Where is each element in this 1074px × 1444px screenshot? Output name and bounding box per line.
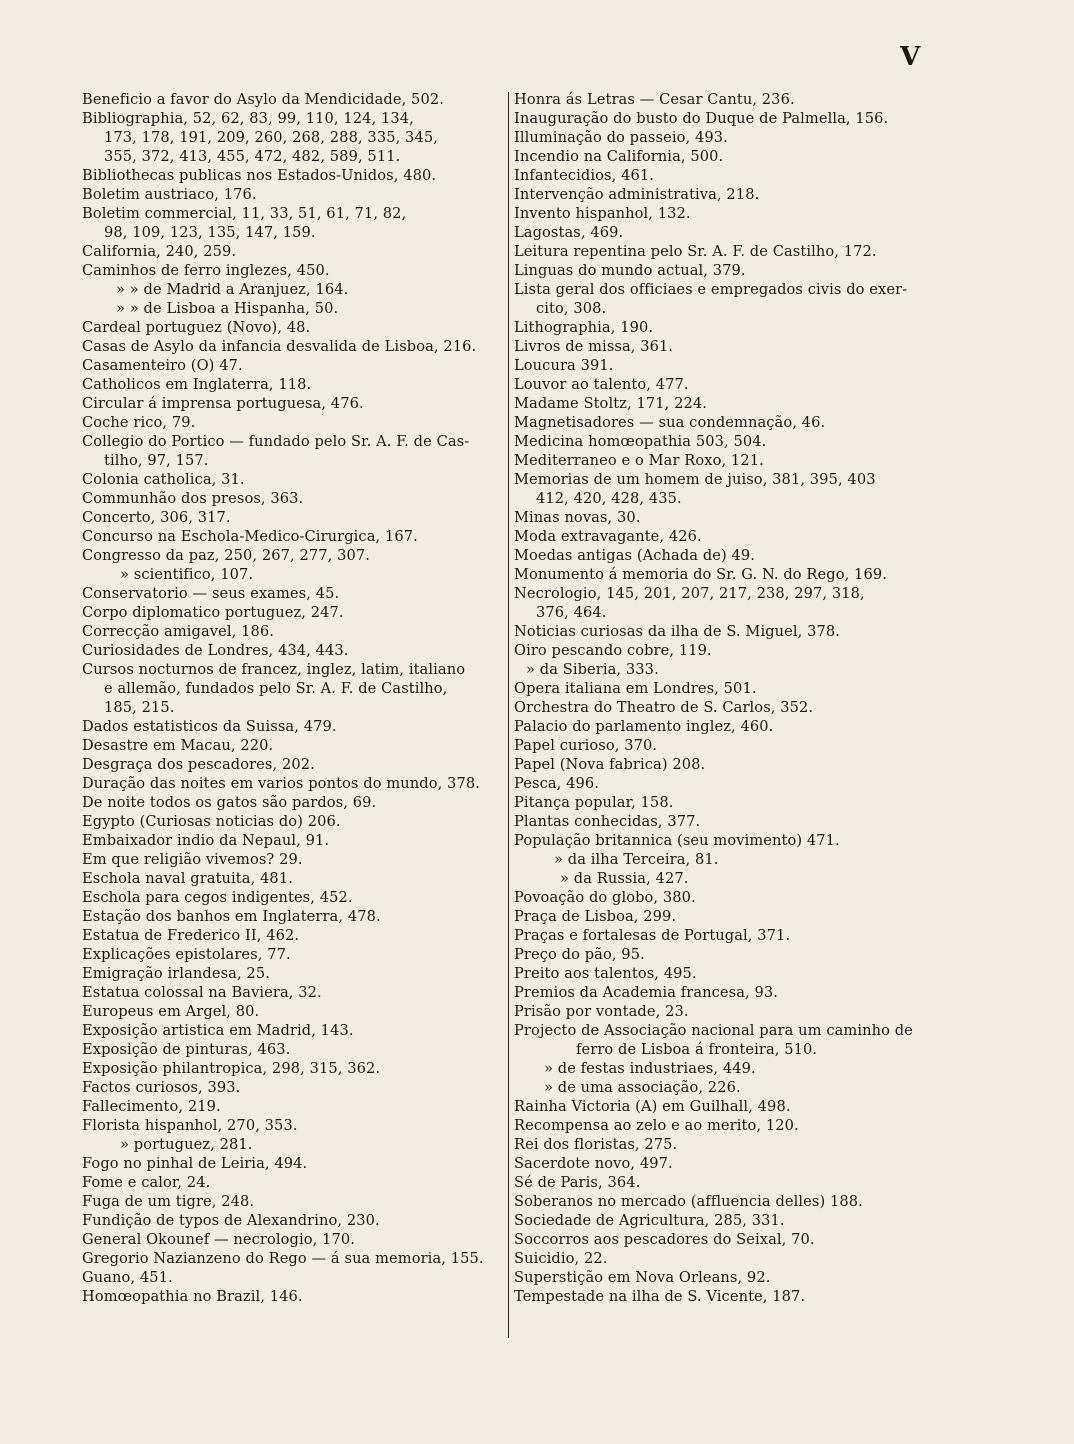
index-column-left <box>82 90 508 1306</box>
index-entry: Fundição de typos de Alexandrino, 230. <box>82 1212 380 1229</box>
index-entry: Leitura repentina pelo Sr. A. F. de Castilho, 172. <box>514 243 877 260</box>
index-entry: Homœopathia no Brazil, 146. <box>82 1288 303 1305</box>
index-entry: Desgraça dos pescadores, 202. <box>82 756 315 773</box>
index-entry: General Okounef — necrologio, 170. <box>82 1231 356 1248</box>
index-entry: Linguas do mundo actual, 379. <box>514 262 746 279</box>
index-entry: Eschola para cegos indigentes, 452. <box>82 889 353 906</box>
index-entry: » de uma associação, 226. <box>544 1079 741 1096</box>
index-entry: Soccorros aos pescadores do Seixal, 70. <box>514 1231 815 1248</box>
index-entry: Fallecimento, 219. <box>82 1098 221 1115</box>
index-entry: Praça de Lisboa, 299. <box>514 908 677 925</box>
index-entry: Estatua colossal na Baviera, 32. <box>82 984 322 1001</box>
index-entry: Medicina homœopathia 503, 504. <box>514 433 767 450</box>
index-entry: Cardeal portuguez (Novo), 48. <box>82 319 311 336</box>
index-entry: Prisão por vontade, 23. <box>514 1003 689 1020</box>
index-entry: Dados estatisticos da Suissa, 479. <box>82 718 337 735</box>
index-entry: Orchestra do Theatro de S. Carlos, 352. <box>514 699 814 716</box>
index-entry: Cursos nocturnos de francez, inglez, latim, italiano <box>82 661 466 678</box>
index-entry: California, 240, 259. <box>82 243 237 260</box>
index-entry: De noite todos os gatos são pardos, 69. <box>82 794 377 811</box>
index-entry: 412, 420, 428, 435. <box>536 490 682 507</box>
index-entry: Noticias curiosas da ilha de S. Miguel, 378. <box>514 623 841 640</box>
index-entry: Fome e calor, 24. <box>82 1174 211 1191</box>
index-entry: Bibliographia, 52, 62, 83, 99, 110, 124, 134, <box>82 110 414 127</box>
index-entry: Rei dos floristas, 275. <box>514 1136 678 1153</box>
index-entry: 355, 372, 413, 455, 472, 482, 589, 511. <box>104 148 401 165</box>
index-entry: Lithographia, 190. <box>514 319 654 336</box>
index-entry: 98, 109, 123, 135, 147, 159. <box>104 224 316 241</box>
index-entry: Emigração irlandesa, 25. <box>82 965 270 982</box>
index-entry: Madame Stoltz, 171, 224. <box>514 395 707 412</box>
index-entry: Invento hispanhol, 132. <box>514 205 691 222</box>
index-entry: Boletim commercial, 11, 33, 51, 61, 71, 82, <box>82 205 407 222</box>
index-entry: Sacerdote novo, 497. <box>514 1155 673 1172</box>
index-entry: Gregorio Nazianzeno do Rego — á sua memoria, 155. <box>82 1250 484 1267</box>
index-entry: Bibliothecas publicas nos Estados-Unidos, 480. <box>82 167 437 184</box>
index-entry: Illuminação do passeio, 493. <box>514 129 728 146</box>
index-entry: Colonia catholica, 31. <box>82 471 245 488</box>
index-entry: Sé de Paris, 364. <box>514 1174 641 1191</box>
index-entry: e allemão, fundados pelo Sr. A. F. de Castilho, <box>104 680 448 697</box>
index-entry: Necrologio, 145, 201, 207, 217, 238, 297, 318, <box>514 585 865 602</box>
index-entry: Loucura 391. <box>514 357 614 374</box>
index-entry: Honra ás Letras — Cesar Cantu, 236. <box>514 91 795 108</box>
index-entry: Catholicos em Inglaterra, 118. <box>82 376 312 393</box>
index-entry: » da Siberia, 333. <box>526 661 659 678</box>
index-entry: Preito aos talentos, 495. <box>514 965 697 982</box>
index-entry: Corpo diplomatico portuguez, 247. <box>82 604 344 621</box>
index-entry: Rainha Victoria (A) em Guilhall, 498. <box>514 1098 791 1115</box>
index-entry: Guano, 451. <box>82 1269 173 1286</box>
index-entry: Fuga de um tigre, 248. <box>82 1193 255 1210</box>
index-entry: cito, 308. <box>536 300 607 317</box>
index-entry: Premios da Academia francesa, 93. <box>514 984 779 1001</box>
index-entry: » da ilha Terceira, 81. <box>554 851 719 868</box>
index-entry: Beneficio a favor do Asylo da Mendicidade, 502. <box>82 91 444 108</box>
index-entry: Eschola naval gratuita, 481. <box>82 870 293 887</box>
index-entry: Sociedade de Agricultura, 285, 331. <box>514 1212 785 1229</box>
index-entry: Soberanos no mercado (affluencia delles) 188. <box>514 1193 863 1210</box>
index-entry: Fogo no pinhal de Leiria, 494. <box>82 1155 308 1172</box>
index-entry: Correcção amigavel, 186. <box>82 623 274 640</box>
index-entry: Infantecidios, 461. <box>514 167 654 184</box>
index-entry: Plantas conhecidas, 377. <box>514 813 701 830</box>
index-entry: Lista geral dos officiaes e empregados civis do exer- <box>514 281 908 298</box>
index-entry: Em que religião vivemos? 29. <box>82 851 303 868</box>
index-entry: tilho, 97, 157. <box>104 452 209 469</box>
index-entry: » de festas industriaes, 449. <box>544 1060 756 1077</box>
index-entry: Exposição philantropica, 298, 315, 362. <box>82 1060 381 1077</box>
index-entry: Duração das noites em varios pontos do mundo, 378. <box>82 775 480 792</box>
index-entry: Concurso na Eschola-Medico-Cirurgica, 167. <box>82 528 418 545</box>
index-entry: » portuguez, 281. <box>120 1136 253 1153</box>
index-entry: População britannica (seu movimento) 471. <box>514 832 840 849</box>
index-entry: Explicações epistolares, 77. <box>82 946 291 963</box>
index-column-right <box>514 90 950 1306</box>
index-entry: Curiosidades de Londres, 434, 443. <box>82 642 349 659</box>
index-entry: Recompensa ao zelo e ao merito, 120. <box>514 1117 799 1134</box>
index-entry: Caminhos de ferro inglezes, 450. <box>82 262 330 279</box>
index-entry: Minas novas, 30. <box>514 509 641 526</box>
index-entry: Communhão dos presos, 363. <box>82 490 304 507</box>
index-entry: Moda extravagante, 426. <box>514 528 702 545</box>
index-entry: Embaixador indio da Nepaul, 91. <box>82 832 330 849</box>
index-entry: Moedas antigas (Achada de) 49. <box>514 547 756 564</box>
index-entry: Praças e fortalesas de Portugal, 371. <box>514 927 791 944</box>
index-entry: Casas de Asylo da infancia desvalida de Lisboa, 216. <box>82 338 477 355</box>
index-entry: 376, 464. <box>536 604 607 621</box>
index-entry: Papel curioso, 370. <box>514 737 658 754</box>
index-entry: Egypto (Curiosas noticias do) 206. <box>82 813 341 830</box>
index-entry: Boletim austriaco, 176. <box>82 186 257 203</box>
index-entry: 185, 215. <box>104 699 175 716</box>
index-entry: Projecto de Associação nacional para um caminho de <box>514 1022 913 1039</box>
index-entry: Livros de missa, 361. <box>514 338 674 355</box>
index-entry: Louvor ao talento, 477. <box>514 376 689 393</box>
index-entry: Incendio na California, 500. <box>514 148 724 165</box>
index-entry: Magnetisadores — sua condemnação, 46. <box>514 414 826 431</box>
index-entry: Inauguração do busto do Duque de Palmella, 156. <box>514 110 889 127</box>
index-entry: » » de Madrid a Aranjuez, 164. <box>116 281 349 298</box>
index-entry: Circular á imprensa portuguesa, 476. <box>82 395 364 412</box>
index-entry: Tempestade na ilha de S. Vicente, 187. <box>514 1288 806 1305</box>
index-entry: Memorias de um homem de juiso, 381, 395, 403 <box>514 471 876 488</box>
index-entry: Congresso da paz, 250, 267, 277, 307. <box>82 547 370 564</box>
column-divider <box>508 92 509 1338</box>
index-entry: » da Russia, 427. <box>560 870 689 887</box>
index-entry: Collegio do Portico — fundado pelo Sr. A. F. de Cas- <box>82 433 470 450</box>
index-entry: Papel (Nova fabrica) 208. <box>514 756 706 773</box>
index-entry: Mediterraneo e o Mar Roxo, 121. <box>514 452 764 469</box>
index-entry: Exposição artistica em Madrid, 143. <box>82 1022 354 1039</box>
index-entry: Intervenção administrativa, 218. <box>514 186 760 203</box>
index-entry: Coche rico, 79. <box>82 414 196 431</box>
index-entry: Exposição de pinturas, 463. <box>82 1041 291 1058</box>
index-entry: » scientifico, 107. <box>120 566 254 583</box>
index-entry: Desastre em Macau, 220. <box>82 737 274 754</box>
index-entry: Oiro pescando cobre, 119. <box>514 642 712 659</box>
index-entry: Factos curiosos, 393. <box>82 1079 241 1096</box>
index-entry: Opera italiana em Londres, 501. <box>514 680 757 697</box>
index-entry: Povoação do globo, 380. <box>514 889 696 906</box>
index-entry: Estatua de Frederico II, 462. <box>82 927 300 944</box>
index-entry: Monumento á memoria do Sr. G. N. do Rego, 169. <box>514 566 887 583</box>
index-entry: Casamenteiro (O) 47. <box>82 357 243 374</box>
index-entry: Estação dos banhos em Inglaterra, 478. <box>82 908 381 925</box>
index-entry: Preço do pão, 95. <box>514 946 645 963</box>
index-entry: ferro de Lisboa á fronteira, 510. <box>576 1041 818 1058</box>
index-entry: » » de Lisboa a Hispanha, 50. <box>116 300 339 317</box>
index-entry: Superstição em Nova Orleans, 92. <box>514 1269 771 1286</box>
page-number: V <box>900 42 921 72</box>
index-entry: Pesca, 496. <box>514 775 600 792</box>
index-entry: Lagostas, 469. <box>514 224 624 241</box>
index-entry: 173, 178, 191, 209, 260, 268, 288, 335, 345, <box>104 129 438 146</box>
index-entry: Concerto, 306, 317. <box>82 509 231 526</box>
index-entry: Conservatorio — seus exames, 45. <box>82 585 340 602</box>
index-entry: Pitança popular, 158. <box>514 794 674 811</box>
index-entry: Europeus em Argel, 80. <box>82 1003 260 1020</box>
index-entry: Florista hispanhol, 270, 353. <box>82 1117 298 1134</box>
index-entry: Suicidio, 22. <box>514 1250 608 1267</box>
index-entry: Palacio do parlamento inglez, 460. <box>514 718 774 735</box>
